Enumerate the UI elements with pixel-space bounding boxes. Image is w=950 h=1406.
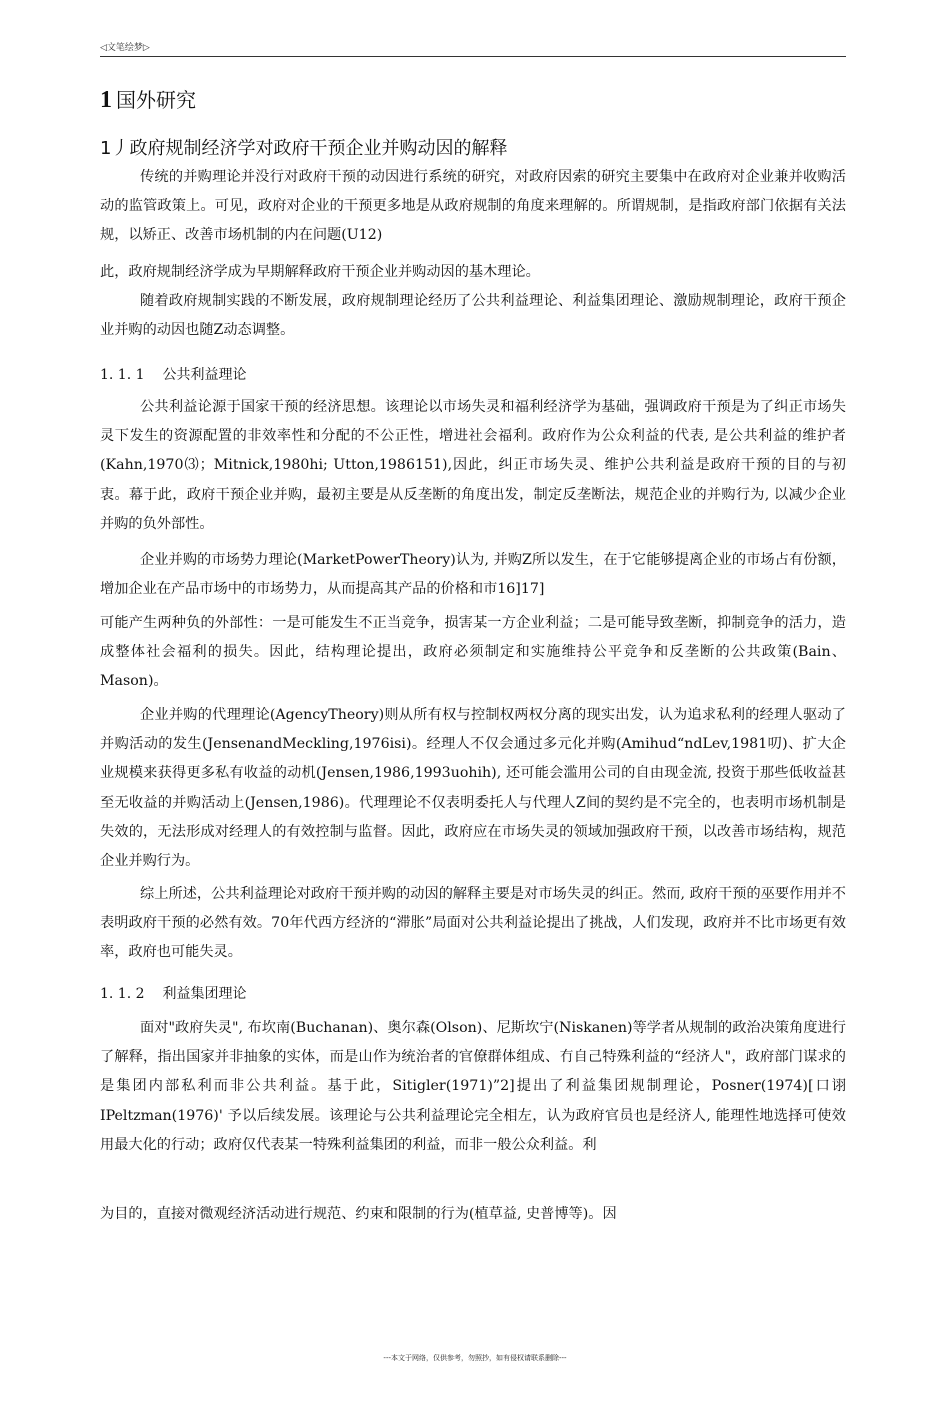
page-header: ◁文笔绘梦▷ [100, 40, 846, 57]
section-number: 1. 1. 2 [100, 986, 145, 1002]
paragraph: 可能产生两种负的外部性：一是可能发生不正当竞争，损害某一方企业利益；二是可能导致垄断，抑制竞争的活力，造成整体社会福利的损失。因此，结构理论提出，政府必须制定和实施维持公平竞争和反垄断的公共政策(Bain、Mason)。 [100, 615, 846, 690]
heading-1-title: 国外研究 [116, 88, 196, 112]
paragraph: 为目的，直接对微观经济活动进行规范、约束和限制的行为(植草益, 史普博等)。因 [100, 1206, 617, 1222]
paragraph: 随着政府规制实践的不断发展，政府规制理论经历了公共利益理论、利益集团理论、激励规制理论，政府干预企业并购的动因也随Z动态调整。 [100, 293, 846, 339]
paragraph: 企业并购的代理理论(AgencyTheory)则从所有权与控制权两权分离的现实出发，认为追求私利的经理人驱动了并购活动的发生(JensenandMeckling,1976isi)。经理人不仅会通过多元化并购(Amihud“ndLev,1981叨)、扩大企业规模来获得更多私有收益的动机(Jensen,1986,1993uohih), 还可能会滥用公司的自由现金流, 投资于那些低收益甚至无收益的并购活动上(Jensen,1986)。代理理论不仅表明委托人与代理人Z间的契约是不完全的，也表明市场机制是失效的，无法形成对经理人的有效控制与监督。因此，政府应在市场失灵的领域加强政府干预，以改善市场结构，规范企业并购行为。 [100, 707, 846, 870]
section-title: 公共利益理论 [162, 367, 247, 383]
section-title: 利益集团理论 [162, 986, 247, 1002]
paragraph: 面对"政府失灵", 布坎南(Buchanan)、奥尔森(Olson)、尼斯坎宁(Niskanen)等学者从规制的政治决策角度进行了解释，指出国家并非抽象的实体，而是山作为统治者的官僚群体组成、冇自己特殊利益的“经济人"，政府部门谋求的是集团内部私利而非公共利益。基于此，Sitigler(1971)”2]提出了利益集团规制理论，Posner(1974)[口诩 IPeltzman(1976)' 予以后续发展。该理论与公共利益理论完全相左，认为政府官员也是经济人, 能理性地选择可使效用最大化的行动；政府仅代表某一特殊利益集团的利益，而非一般公众利益。利 [100, 1020, 846, 1153]
paragraph: 传统的并购理论并没行对政府干预的动因进行系统的研究，对政府因索的研究主要集中在政府对企业兼并收购活动的监管政策上。可见，政府对企业的干预更多地是从政府规制的角度来理解的。所谓规制，是指政府部门依据有关法规，以矫正、改善市场机制的内在问题(U12) [100, 169, 846, 244]
section-heading [100, 364, 247, 384]
heading-1-number: 1 [100, 87, 112, 113]
section-number: 1. 1. 1 [100, 367, 145, 383]
paragraph: 企业并购的市场势力理论(MarketPowerTheory)认为, 并购Z所以发生，在于它能够提离企业的市场占有份额，增加企业在产品市场中的市场势力，从而提高其产品的价格和市16]17] [100, 552, 846, 598]
page-footer: ---本文于网络，仅供参考，勿照抄，如有侵权请联系删除--- [383, 1354, 567, 1362]
paragraph: 此，政府规制经济学成为早期解释政府干预企业并购动因的基木理论。 [100, 264, 540, 280]
heading-2: 1丿政府规制经济学对政府干预企业并购动因的解释 [100, 138, 508, 159]
paragraph: 综上所述，公共利益理论对政府干预并购的动因的解释主要是对市场失灵的纠正。然而, 政府干预的巫要作用并不表明政府干预的必然有效。70年代西方经济的“滞胀”局面对公共利益论提出了挑战，人们发现，政府并不比市场更有效率，政府也可能失灵。 [100, 886, 846, 961]
section-heading [100, 983, 247, 1003]
heading-1 [100, 84, 196, 114]
paragraph: 公共利益论源于国家干预的经济思想。该理论以市场失灵和福利经济学为基础，强调政府干预是为了纠正市场失灵下发生的资源配置的非效率性和分配的不公正性，增进社会福利。政府作为公众利益的代表, 是公共利益的维护者(Kahn,1970⑶；Mitnick,1980hi; Utton,1986151),因此，纠正市场失灵、维护公共利益是政府干预的目的与初衷。幕于此，政府干预企业并购，最初主要是从反垄断的角度出发，制定反垄断法，规范企业的并购行为, 以减少企业并购的负外部性。 [100, 399, 846, 532]
